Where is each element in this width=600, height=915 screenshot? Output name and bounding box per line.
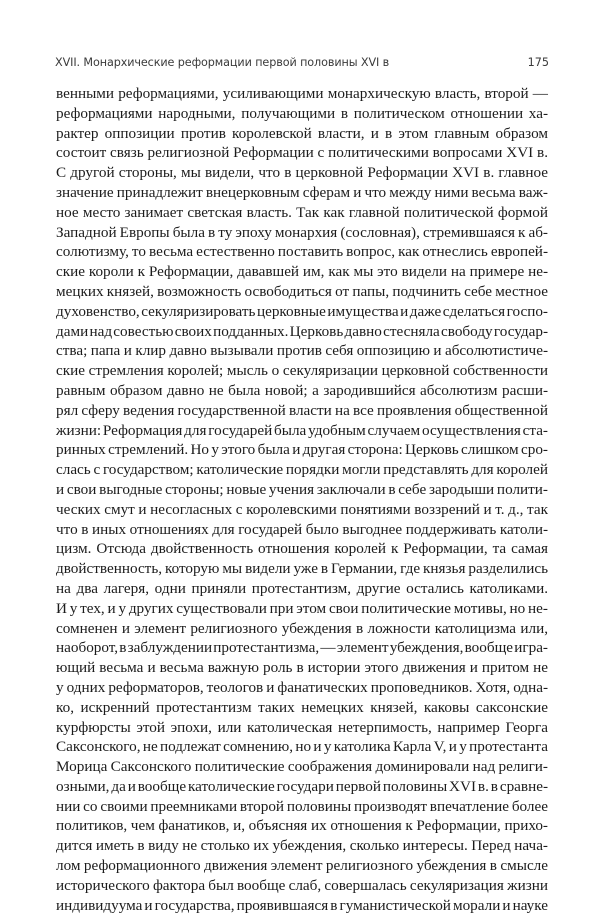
text-line: слась с государством; католические порядки могли представлять для королей	[56, 461, 548, 479]
text-line: Саксонского, не подлежат сомнению, но и у католика Карла V, и у протестанта	[56, 738, 548, 756]
text-line: курфюрсты этой эпохи, или католическая нетерпимость, например Георга	[56, 718, 548, 736]
text-line: ное место занимает светская власть. Так как главной политической формой	[56, 203, 548, 221]
text-line: ские короли к Реформации, дававшей им, как мы это видели на примере не-	[56, 263, 548, 281]
text-line: реформациями народными, получающими в политическом отношении ха-	[56, 104, 548, 122]
text-line: сомненен и элемент религиозного убеждения в ложности католицизма или,	[56, 619, 548, 637]
text-line: дами над совестью своих подданных. Церковь давно стесняла свободу государ-	[56, 322, 548, 340]
text-line: И у тех, и у других существовали при этом свои политические мотивы, но не-	[56, 599, 548, 617]
text-line: озными, да и вообще католические государи первой половины XVI в. в сравне-	[56, 777, 548, 795]
body-text	[56, 84, 548, 915]
page-number: 175	[527, 56, 549, 69]
text-line: Морица Саксонского политические соображения доминировали над религи-	[56, 758, 548, 776]
text-line: наоборот, в заблуждении протестантизма, — элемент убеждения, вообще игра-	[56, 639, 548, 657]
text-line: равным образом давно не была новой; а зародившийся абсолютизм расши-	[56, 381, 548, 399]
text-line: индивидуума и государства, проявившаяся в гуманистической морали и науке	[56, 896, 548, 914]
text-line: нии со своими преемниками второй половины производят впечатление более	[56, 797, 548, 815]
text-line: ко, искренний протестантизм таких немецких князей, каковы саксонские	[56, 698, 548, 716]
text-line: мецких князей, возможность освободиться от папы, подчинить себе местное	[56, 282, 548, 300]
text-line: С другой стороны, мы видели, что в церковной Реформации XVI в. главное	[56, 164, 548, 182]
text-line: венными реформациями, усиливающими монархическую власть, второй —	[56, 85, 548, 102]
text-line: что в иных отношениях для государей было выгоднее поддерживать католи-	[56, 520, 548, 538]
chapter-running-title: XVII. Монархические реформации первой половины XVI в	[55, 56, 390, 69]
text-line: состоит связь религиозной Реформации с политическими вопросами XVI в.	[56, 144, 548, 162]
text-line: ющий весьма и весьма важную роль в истории этого движения и притом не	[56, 659, 548, 677]
text-line: Западной Европы была в ту эпоху монархия (сословная), стремившаяся к аб-	[56, 223, 548, 241]
text-line: духовенство, секуляризировать церковные имущества и даже сделаться госпо-	[56, 302, 548, 320]
text-line: лом реформационного движения элемент религиозного убеждения в смысле	[56, 857, 548, 875]
text-line: рял сферу ведения государственной власти на все проявления общественной	[56, 401, 548, 419]
text-line: ческих смут и несогласных с королевскими понятиями воззрений и т. д., так	[56, 500, 548, 518]
text-line: ства; папа и клир давно вызывали против себя оппозицию и абсолютистиче-	[56, 342, 548, 360]
text-line: двойственность, которую мы видели уже в Германии, где князья разделились	[56, 560, 548, 578]
text-line: дится иметь в виду не столько их убеждения, сколько интересы. Перед нача-	[56, 837, 548, 855]
text-line: цизм. Отсюда двойственность отношения королей к Реформации, та самая	[56, 540, 548, 558]
text-line: исторического фактора был вообще слаб, совершалась секуляризация жизни	[56, 876, 548, 894]
text-line: у одних реформаторов, теологов и фанатических проповедников. Хотя, одна-	[56, 678, 548, 696]
text-line: ринных стремлений. Но у этого была и другая сторона: Церковь слишком сро-	[56, 441, 548, 459]
text-line: ские стремления королей; мысль о секуляризации церковной собственности	[56, 362, 548, 380]
text-line: жизни: Реформация для государей была удобным случаем осуществления ста-	[56, 421, 548, 439]
text-line: значение принадлежит внецерковным сферам и что между ними весьма важ-	[56, 183, 548, 201]
text-line: солютизму, то весьма естественно поставить вопрос, как отнеслись европей-	[56, 243, 548, 261]
running-header	[55, 56, 549, 76]
text-line: и свои выгодные стороны; новые учения заключали в себе зародыши полити-	[56, 480, 548, 498]
text-line: рактер оппозиции против королевской власти, и в этом главным образом	[56, 124, 548, 142]
text-line: политиков, чем фанатиков, и, объясняя их отношения к Реформации, прихо-	[56, 817, 548, 835]
text-line: на два лагеря, одни приняли протестантизм, другие остались католиками.	[56, 579, 548, 597]
